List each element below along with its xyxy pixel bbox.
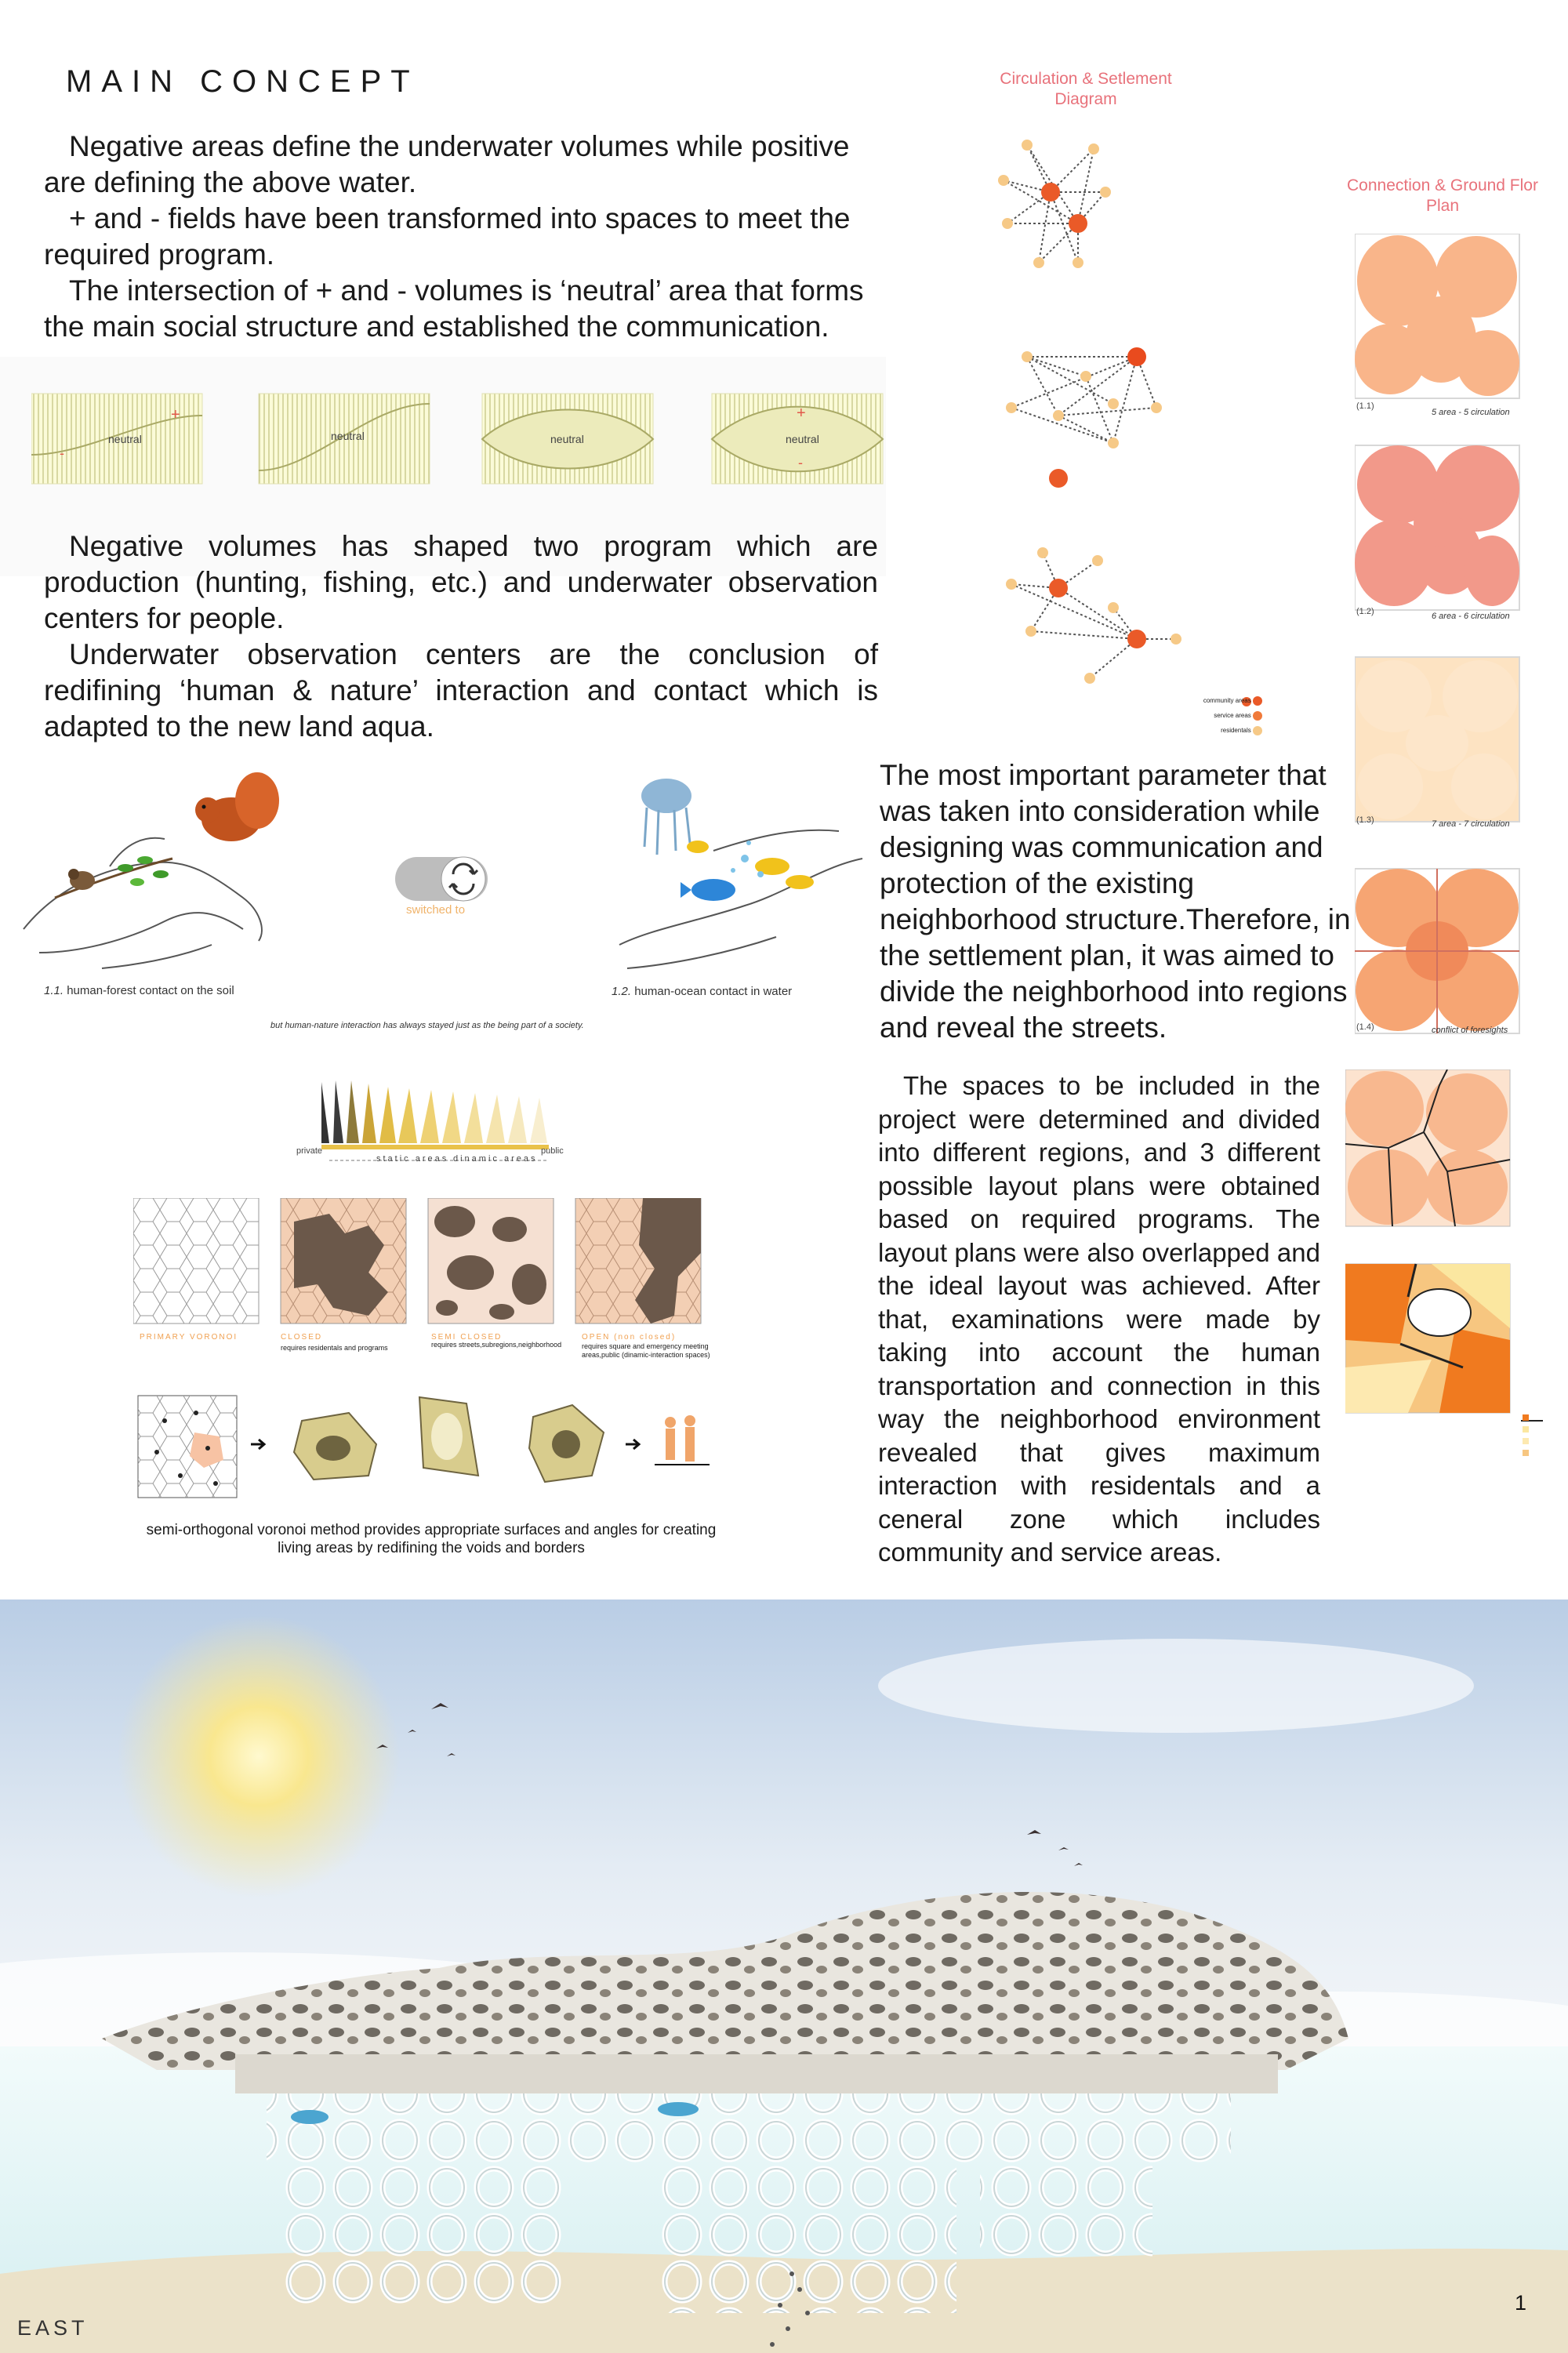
private-label: private (296, 1146, 323, 1156)
forest-contact-caption (44, 984, 234, 997)
fish-icon (681, 841, 814, 901)
legend-service: service areas (1160, 708, 1262, 723)
voronoi-module-3 (529, 1405, 604, 1482)
squirrel-icon (195, 772, 279, 841)
caption-number-1-1: 1.1. (44, 984, 64, 997)
circulation-nodes-2 (1006, 347, 1162, 488)
gradient-bar (321, 1145, 549, 1149)
voronoi-process-diagram (133, 1389, 713, 1507)
negative-volumes-text (44, 528, 878, 745)
semi-closed-voronoi-panel (428, 1198, 554, 1324)
minus-sign-4: - (798, 455, 803, 470)
neutral-label-2: neutral (331, 430, 365, 442)
voronoi-sub-4: requires square and emergency meeting areas,public (dinamic-interaction spaces) (582, 1342, 710, 1359)
plan-label-1-3: 7 area - 7 circulation (1432, 819, 1510, 829)
intro-paragraph-2: + and - fields have been transformed into spaces to meet the required program. (44, 202, 851, 271)
canopy-base (235, 2054, 1278, 2093)
spaces-text: The spaces to be included in the project were determined and divided into different regions, and 3 different possible layout plans were obtained based on required programs. The layout plans were also overlapped and the ideal layout was achieved. After that, examinations were made by taking into account the human transportation and connection in this way the neighborhood environment revealed that gives maximum interaction with residentals and a ceneral zone which includes community and service areas. (878, 1071, 1320, 1567)
plan-label-1-2: 6 area - 6 circulation (1432, 612, 1510, 621)
public-label: public (541, 1146, 564, 1156)
layout-legend (1521, 1414, 1543, 1456)
east-elevation-render (0, 1600, 1568, 2353)
intro-text (44, 129, 878, 345)
ideal-layout-plan (1345, 1264, 1510, 1413)
voronoi-sub-2: requires residentals and programs (281, 1344, 388, 1352)
plan-number-1-3: (1.3) (1356, 815, 1374, 825)
connection-title: Connection & Ground Flor Plan (1347, 176, 1538, 215)
circulation-legend (1160, 693, 1262, 738)
neutral-label-3: neutral (550, 433, 584, 445)
private-public-section (298, 1073, 572, 1167)
dynamic-areas-label: dinamic areas (453, 1154, 538, 1164)
bird-branch-icon (55, 856, 172, 898)
parameter-text: The most important parameter that was taken into consideration while designing was communication and protection of the existing neighborhood structure.Therefore, in the settlement plan, it was aimed to divide the neighborhood into regions and reveal the streets. (880, 759, 1351, 1044)
overlapped-layout-plan (1345, 1069, 1510, 1226)
voronoi-label-3: SEMI CLOSED (431, 1333, 503, 1342)
neutral-label-4: neutral (786, 433, 819, 445)
voronoi-grid-panel (138, 1396, 237, 1498)
human-nature-illustration (8, 772, 870, 992)
section-walls (321, 1080, 547, 1143)
neutral-field-diagrams (31, 392, 894, 490)
people-figures-icon (655, 1415, 710, 1465)
plan-number-1-2: (1.2) (1356, 607, 1374, 616)
voronoi-label-4: OPEN (non closed) (582, 1333, 677, 1342)
interaction-note: but human-nature interaction has always stayed just as the being part of a society. (270, 1021, 584, 1030)
static-areas-label: static areas (376, 1154, 449, 1164)
forest-contact-label: human-forest contact on the soil (67, 984, 234, 997)
caption-number-1-2: 1.2. (612, 985, 632, 998)
voronoi-panels (133, 1198, 713, 1327)
ground-floor-plans (1355, 234, 1523, 1041)
circulation-nodes-3 (1006, 547, 1181, 684)
sun-icon (118, 1615, 400, 1897)
plan-5-areas (1355, 234, 1519, 398)
closed-voronoi-panel (281, 1198, 406, 1324)
circulation-network-2 (1011, 357, 1156, 443)
water-splash (731, 841, 764, 877)
arrow-icon-1 (251, 1440, 264, 1449)
primary-voronoi-panel (133, 1198, 259, 1324)
legend-residentals: residentals (1160, 723, 1262, 738)
plan-label-1-4: conflict of foresights (1432, 1026, 1508, 1035)
page-number: 1 (1515, 2291, 1527, 2315)
page-title: MAIN CONCEPT (66, 64, 419, 99)
plus-sign-4: + (797, 405, 806, 422)
arrow-icon-2 (626, 1440, 639, 1449)
jellyfish-icon (641, 779, 691, 855)
neutral-label-1: neutral (108, 433, 142, 445)
legend-community: community areas (1160, 693, 1262, 708)
plan-7-areas (1355, 657, 1519, 822)
intro-paragraph-1: Negative areas define the underwater volumes while positive are defining the above water. (44, 130, 850, 198)
switch-toggle-icon (395, 857, 488, 901)
plus-sign-1: + (171, 406, 180, 423)
ocean-hands-drawing (619, 830, 862, 968)
ocean-contact-label: human-ocean contact in water (634, 985, 793, 998)
negative-paragraph-2: Underwater observation centers are the conclusion of redifining ‘human & nature’ interaction and contact which is adapted to the new land aqua. (44, 638, 878, 743)
intro-paragraph-3: The intersection of + and - volumes is ‘neutral’ area that forms the main social structure and established the communication. (44, 274, 864, 343)
circulation-title: Circulation & Setlement Diagram (1000, 70, 1172, 108)
voronoi-caption: semi-orthogonal voronoi method provides appropriate surfaces and angles for creating living areas by redifining the voids and borders (146, 1522, 717, 1556)
minus-sign-1: - (60, 445, 64, 461)
voronoi-label-1: PRIMARY VORONOI (140, 1333, 238, 1342)
open-voronoi-panel (575, 1198, 701, 1324)
switched-to-label: switched to (406, 903, 466, 917)
voronoi-module-2 (419, 1397, 478, 1476)
circulation-nodes-1 (998, 140, 1111, 268)
cloud-1 (878, 1639, 1474, 1733)
plan-number-1-4: (1.4) (1356, 1022, 1374, 1032)
plan-6-areas (1355, 445, 1519, 610)
layout-plans (1345, 1069, 1568, 1462)
plan-label-1-1: 5 area - 5 circulation (1432, 408, 1510, 417)
negative-paragraph-1: Negative volumes has shaped two program which are production (hunting, fishing, etc.) and underwater observation centers for people. (44, 530, 878, 634)
voronoi-sub-3: requires streets,subregions,neighborhood (431, 1341, 562, 1349)
voronoi-module-1 (294, 1413, 376, 1480)
circulation-network-3 (1011, 553, 1176, 678)
ocean-contact-caption (612, 985, 792, 998)
elevation-label: EAST (17, 2316, 89, 2340)
plan-number-1-1: (1.1) (1356, 401, 1374, 411)
plan-conflict (1355, 869, 1519, 1033)
voronoi-label-2: CLOSED (281, 1333, 323, 1342)
circulation-network-1 (1004, 145, 1105, 263)
circulation-settlement-diagram (996, 137, 1254, 710)
